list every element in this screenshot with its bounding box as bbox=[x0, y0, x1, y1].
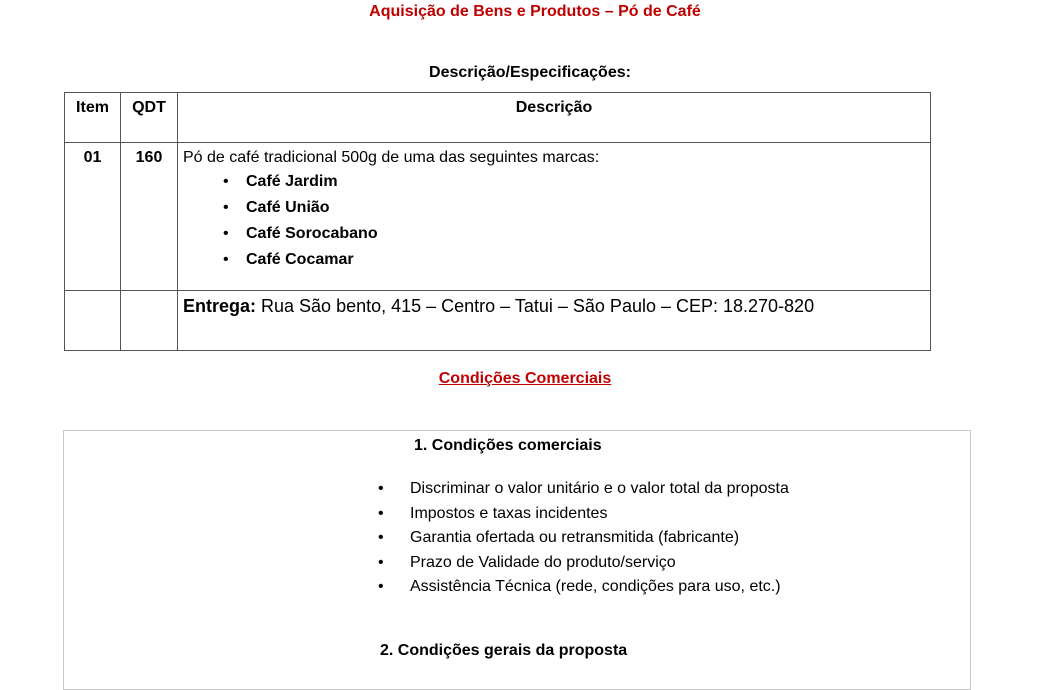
cell-qdt: 160 bbox=[121, 143, 178, 291]
condition-label: Prazo de Validade do produto/serviço bbox=[410, 553, 676, 571]
bullet-icon: • bbox=[378, 480, 384, 497]
cell-empty-item bbox=[65, 291, 121, 351]
delivery-label: Entrega: bbox=[183, 296, 257, 316]
bullet-icon: • bbox=[378, 578, 384, 595]
conditions-box bbox=[63, 430, 971, 690]
delivery-address: Rua São bento, 415 – Centro – Tatui – São Paulo – CEP: 18.270-820 bbox=[256, 296, 815, 316]
condition-label: Assistência Técnica (rede, condições para uso, etc.) bbox=[410, 578, 781, 595]
table-header-row bbox=[65, 93, 931, 143]
list-item bbox=[183, 249, 930, 275]
conditions-heading: Condições Comerciais bbox=[438, 370, 612, 387]
bullet-icon: • bbox=[223, 173, 229, 190]
delivery-row bbox=[65, 291, 931, 351]
cell-descricao bbox=[178, 143, 931, 291]
description-intro: Pó de café tradicional 500g de uma das seguintes marcas: bbox=[183, 149, 600, 166]
brand-label: Café Cocamar bbox=[246, 251, 354, 268]
bullet-icon: • bbox=[378, 504, 384, 522]
header-descricao: Descrição bbox=[178, 93, 931, 143]
brand-list bbox=[183, 171, 930, 275]
spec-heading: Descrição/Especificações: bbox=[429, 64, 631, 81]
header-item: Item bbox=[65, 93, 121, 143]
bullet-icon: • bbox=[223, 225, 229, 242]
list-item bbox=[183, 197, 930, 223]
brand-label: Café Sorocabano bbox=[246, 225, 378, 242]
table-row bbox=[65, 143, 931, 291]
section1-title: 1. Condições comerciais bbox=[414, 437, 602, 454]
list-item bbox=[183, 223, 930, 249]
bullet-icon: • bbox=[223, 199, 229, 216]
list-item bbox=[374, 479, 789, 504]
cell-item: 01 bbox=[65, 143, 121, 291]
brand-label: Café União bbox=[246, 199, 330, 216]
page-title: Aquisição de Bens e Produtos – Pó de Café bbox=[369, 3, 701, 20]
bullet-icon: • bbox=[223, 251, 229, 268]
condition-label: Discriminar o valor unitário e o valor total da proposta bbox=[410, 480, 789, 497]
list-item bbox=[374, 577, 789, 602]
header-qdt: QDT bbox=[121, 93, 178, 143]
conditions-list bbox=[374, 479, 789, 602]
section2-title: 2. Condições gerais da proposta bbox=[380, 642, 628, 659]
list-item bbox=[374, 528, 789, 553]
delivery-cell bbox=[178, 291, 931, 351]
condition-label: Garantia ofertada ou retransmitida (fabricante) bbox=[410, 529, 740, 546]
list-item bbox=[374, 504, 789, 529]
spec-table bbox=[64, 92, 931, 351]
bullet-icon: • bbox=[378, 553, 384, 571]
list-item bbox=[374, 553, 789, 578]
list-item bbox=[183, 171, 930, 197]
cell-empty-qdt bbox=[121, 291, 178, 351]
condition-label: Impostos e taxas incidentes bbox=[410, 504, 608, 522]
brand-label: Café Jardim bbox=[246, 173, 338, 190]
bullet-icon: • bbox=[378, 529, 384, 546]
